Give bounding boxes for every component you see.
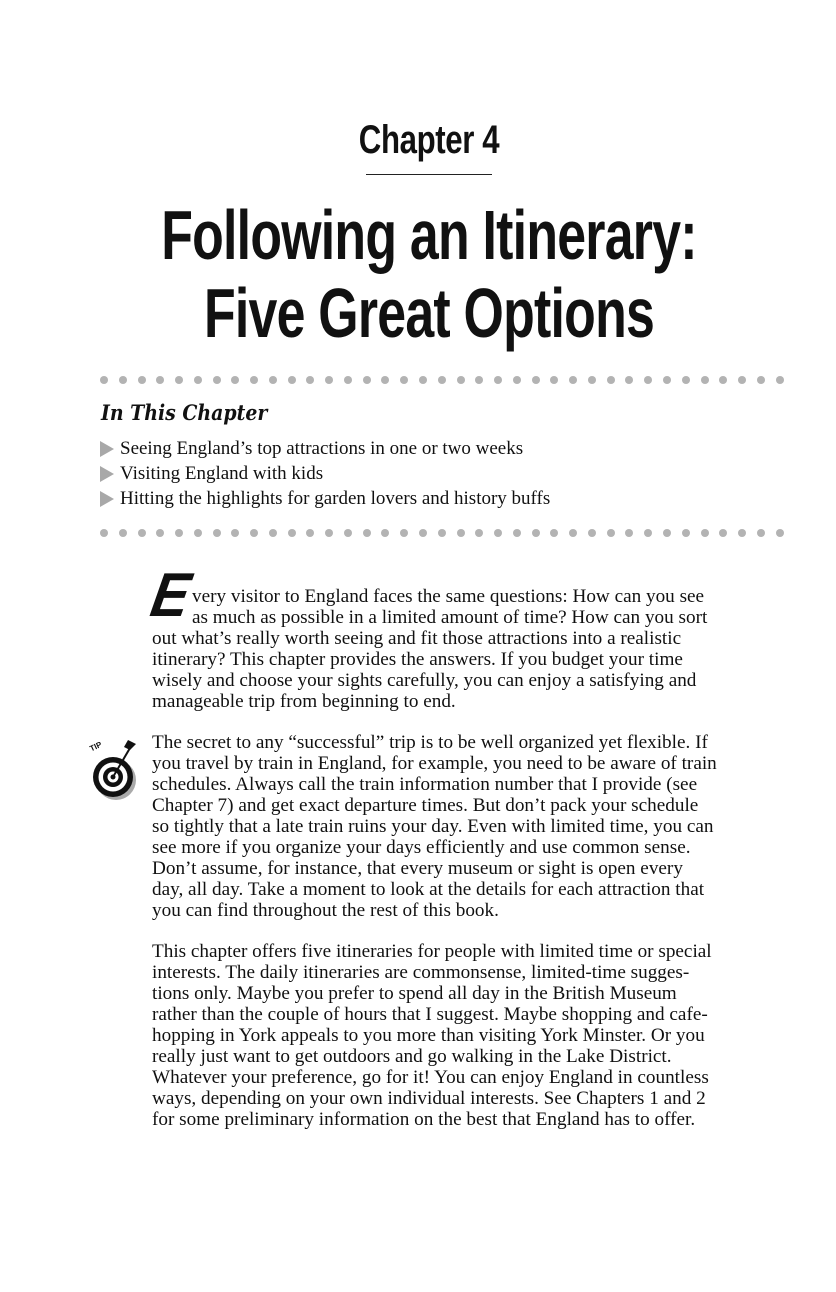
divider-dot: [475, 529, 483, 537]
list-item: [100, 461, 550, 486]
divider-dot: [250, 376, 258, 384]
list-item: [100, 436, 550, 461]
divider-dot: [682, 529, 690, 537]
list-item: [100, 486, 550, 511]
divider-dot: [250, 529, 258, 537]
text-line: Whatever your preference, go for it! You can enjoy England in countless: [152, 1067, 709, 1088]
divider-dot: [363, 529, 371, 537]
text-line: Don’t assume, for instance, that every museum or sight is open every: [152, 858, 683, 879]
text-line: as much as possible in a limited amount of time? How can you sort: [192, 607, 708, 628]
divider-dot: [400, 529, 408, 537]
divider-dot: [194, 376, 202, 384]
topic-text: Hitting the highlights for garden lovers and history buffs: [120, 487, 551, 509]
divider-dot: [550, 529, 558, 537]
divider-dot: [457, 376, 465, 384]
divider-dot: [381, 529, 389, 537]
divider-dot: [588, 529, 596, 537]
tip-paragraph: [152, 732, 792, 921]
triangle-bullet-icon: [100, 441, 114, 457]
divider-dot: [719, 529, 727, 537]
divider-dot: [607, 376, 615, 384]
divider-dot: [344, 376, 352, 384]
text-line: Chapter 7) and get exact departure times. But don’t pack your schedule: [152, 795, 699, 816]
tip-target-icon: [84, 734, 140, 800]
chapter-title-line-2: Five Great Options: [203, 274, 655, 352]
text-line: very visitor to England faces the same questions: How can you see: [192, 586, 705, 607]
text-line: rather than the couple of hours that I suggest. Maybe shopping and cafe-: [152, 1004, 708, 1025]
divider-dot: [288, 376, 296, 384]
divider-dot: [607, 529, 615, 537]
text-line: wisely and choose your sights carefully, you can enjoy a satisfying and: [152, 670, 697, 691]
divider-dot: [569, 376, 577, 384]
text-line: The secret to any “successful” trip is to be well organized yet flexible. If: [152, 732, 708, 753]
text-line: really just want to get outdoors and go walking in the Lake District.: [152, 1046, 672, 1067]
divider-dot: [344, 529, 352, 537]
divider-dot: [231, 376, 239, 384]
divider-dot: [513, 376, 521, 384]
divider-dot: [532, 376, 540, 384]
divider-dot: [269, 529, 277, 537]
text-line: you can find throughout the rest of this book.: [152, 900, 499, 921]
in-this-chapter-heading: In This Chapter: [101, 400, 268, 425]
divider-dot: [156, 376, 164, 384]
divider-dot: [269, 376, 277, 384]
intro-paragraph: [152, 586, 792, 712]
text-line: out what’s really worth seeing and fit those attractions into a realistic: [152, 628, 682, 649]
divider-dot: [738, 529, 746, 537]
text-line: itinerary? This chapter provides the answers. If you budget your time: [152, 649, 683, 670]
divider-dot: [306, 376, 314, 384]
divider-dot: [550, 376, 558, 384]
chapter-rule: [366, 174, 492, 175]
divider-dot: [100, 376, 108, 384]
chapter-label: Chapter 4: [358, 118, 500, 162]
divider-dot: [363, 376, 371, 384]
divider-dot: [457, 529, 465, 537]
divider-dot: [231, 529, 239, 537]
divider-dot: [513, 529, 521, 537]
divider-dot: [569, 529, 577, 537]
closing-paragraph: [152, 941, 792, 1130]
divider-dot: [213, 529, 221, 537]
divider-dot: [663, 529, 671, 537]
divider-dot: [325, 529, 333, 537]
divider-dot: [682, 376, 690, 384]
divider-dot: [644, 529, 652, 537]
dotted-divider-top: [100, 376, 784, 386]
divider-dot: [701, 529, 709, 537]
text-line: see more if you organize your days efficiently and use common sense.: [152, 837, 691, 858]
divider-dot: [494, 376, 502, 384]
drop-cap: E: [146, 561, 196, 630]
divider-dot: [400, 376, 408, 384]
divider-dot: [119, 376, 127, 384]
text-line: day, all day. Take a moment to look at the details for each attraction that: [152, 879, 705, 900]
divider-dot: [588, 376, 596, 384]
divider-dot: [438, 529, 446, 537]
svg-text:TIP: TIP: [88, 739, 104, 754]
divider-dot: [475, 376, 483, 384]
chapter-topics-list: [100, 436, 550, 511]
divider-dot: [138, 376, 146, 384]
text-line: This chapter offers five itineraries for people with limited time or special: [152, 941, 712, 962]
chapter-title-line-1: Following an Itinerary:: [161, 196, 697, 274]
divider-dot: [175, 529, 183, 537]
divider-dot: [306, 529, 314, 537]
divider-dot: [194, 529, 202, 537]
divider-dot: [625, 376, 633, 384]
divider-dot: [138, 529, 146, 537]
divider-dot: [119, 529, 127, 537]
topic-text: Seeing England’s top attractions in one or two weeks: [120, 437, 524, 459]
divider-dot: [757, 529, 765, 537]
text-line: ways, depending on your own individual interests. See Chapters 1 and 2: [152, 1088, 706, 1109]
divider-dot: [438, 376, 446, 384]
divider-dot: [738, 376, 746, 384]
divider-dot: [757, 376, 765, 384]
text-line: so tightly that a late train ruins your day. Even with limited time, you can: [152, 816, 714, 837]
triangle-bullet-icon: [100, 491, 114, 507]
text-line: manageable trip from beginning to end.: [152, 691, 456, 712]
divider-dot: [494, 529, 502, 537]
divider-dot: [663, 376, 671, 384]
text-line: tions only. Maybe you prefer to spend all day in the British Museum: [152, 983, 677, 1004]
divider-dot: [325, 376, 333, 384]
divider-dot: [419, 376, 427, 384]
triangle-bullet-icon: [100, 466, 114, 482]
divider-dot: [288, 529, 296, 537]
text-line: interests. The daily itineraries are commonsense, limited-time sugges-: [152, 962, 690, 983]
divider-dot: [100, 529, 108, 537]
divider-dot: [213, 376, 221, 384]
dotted-divider-bottom: [100, 529, 784, 539]
text-line: schedules. Always call the train information number that I provide (see: [152, 774, 698, 795]
divider-dot: [419, 529, 427, 537]
divider-dot: [644, 376, 652, 384]
divider-dot: [532, 529, 540, 537]
divider-dot: [701, 376, 709, 384]
divider-dot: [776, 529, 784, 537]
topic-text: Visiting England with kids: [120, 462, 324, 484]
divider-dot: [156, 529, 164, 537]
divider-dot: [381, 376, 389, 384]
divider-dot: [625, 529, 633, 537]
divider-dot: [776, 376, 784, 384]
text-line: for some preliminary information on the best that England has to offer.: [152, 1109, 696, 1130]
text-line: you travel by train in England, for example, you need to be aware of train: [152, 753, 717, 774]
divider-dot: [719, 376, 727, 384]
divider-dot: [175, 376, 183, 384]
text-line: hopping in York appeals to you more than visiting York Minster. Or you: [152, 1025, 705, 1046]
